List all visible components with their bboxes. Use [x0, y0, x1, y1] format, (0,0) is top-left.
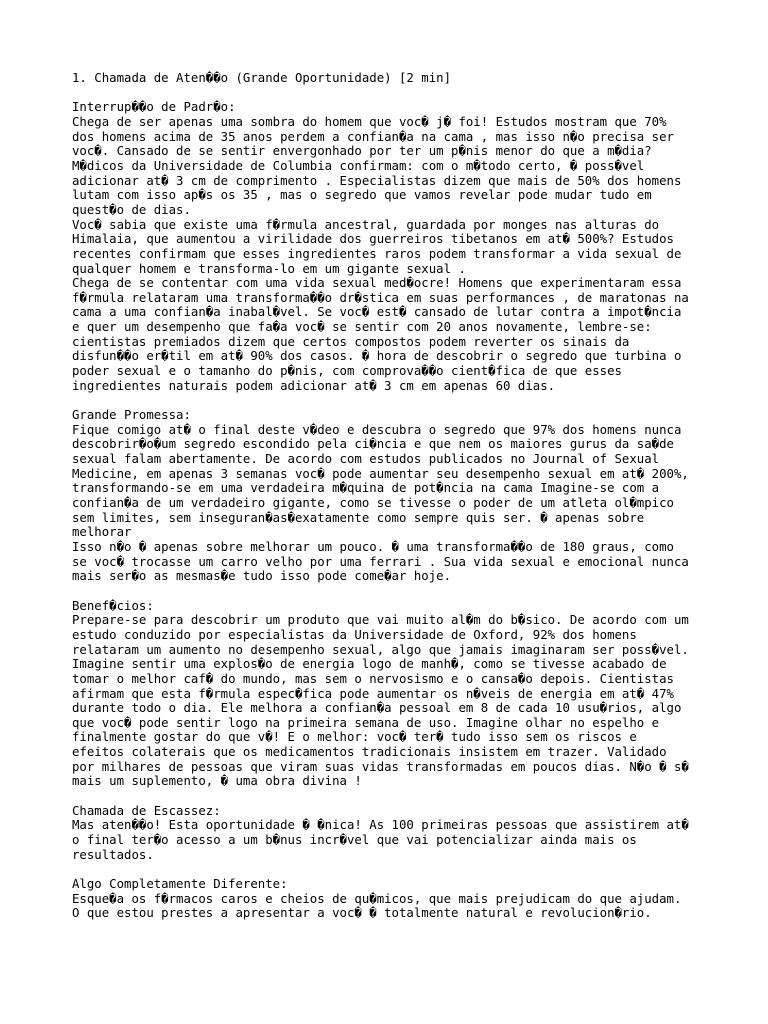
section-benefits: [72, 599, 712, 790]
section-heading: Chamada de Escassez:: [72, 803, 221, 818]
section-pattern-interrupt: [72, 100, 712, 393]
section-body: Chega de ser apenas uma sombra do homem que voc� j� foi! Estudos mostram que 70% dos homens acima de 35 anos perdem a confian�a na cama , mas isso n�o precisa ser voc�. Cansado de se sentir envergonhado por ter um p�nis menor do que a m�dia? M�dicos da Universidade de Columbia confirmam: com o m�todo certo, � poss�vel adicionar at� 3 cm de comprimento . Especialistas dizem que mais de 50% dos homens lutam com isso ap�s os 35 , mas o segredo que vamos revelar pode mudar tudo em quest�o de dias. Voc� sabia que existe uma f�rmula ancestral, guardada por monges nas alturas do Himalaia, que aumentou a virilidade dos guerreiros tibetanos em at� 500%? Estudos recentes confirmam que esses ingredientes raros podem transformar a vida sexual de qualquer homem e transforma-lo em um gigante sexual . Chega de se contentar com uma vida sexual med�ocre! Homens que experimentaram essa f�rmula relataram uma transforma��o dr�stica em suas performances , de maratonas na cama a uma confian�a inabal�vel. Se voc� est� cansado de lutar contra a impot�ncia e quer um desempenho que fa�a voc� se sentir com 20 anos novamente, lembre-se: cientistas premiados dizem que certos compostos podem reverter os sinais da disfun��o er�til em at� 90% dos casos. � hora de descobrir o segredo que turbina o poder sexual e o tamanho do p�nis, com comprova��o cient�fica de que esses ingredientes naturais podem adicionar at� 3 cm em apenas 60 dias.: [72, 114, 689, 393]
section-scarcity: [72, 804, 712, 863]
section-body: Esque�a os f�rmacos caros e cheios de qu�micos, que mais prejudicam do que ajudam. O que estou prestes a apresentar a voc� � totalmente natural e revolucion�rio.: [72, 891, 682, 921]
section-body: Prepare-se para descobrir um produto que vai muito al�m do b�sico. De acordo com um estudo conduzido por especialistas da Universidade de Oxford, 92% dos homens relataram um aumento no desempenho sexual, algo que jamais imaginaram ser poss�vel. Imagine sentir uma explos�o de energia logo de manh�, como se tivesse acabado de tomar o melhor caf� do mundo, mas sem o nervosismo e o cansa�o depois. Cientistas afirmam que esta f�rmula espec�fica pode aumentar os n�veis de energia em at� 47% durante todo o dia. Ele melhora a confian�a pessoal em 8 de cada 10 usu�rios, algo que voc� pode sentir logo na primeira semana de uso. Imagine olhar no espelho e finalmente gostar do que v�! E o melhor: voc� ter� tudo isso sem os riscos e efeitos colaterais que os medicamentos tradicionais insistem em trazer. Validado por milhares de pessoas que viram suas vidas transformadas em poucos dias. N�o � s� mais um suplemento, � uma obra divina !: [72, 613, 689, 789]
section-body: Mas aten��o! Esta oportunidade � �nica! As 100 primeiras pessoas que assistirem at� o final ter�o acesso a um b�nus incr�vel que vai potencializar ainda mais os resultados.: [72, 818, 689, 862]
section-body: Fique comigo at� o final deste v�deo e descubra o segredo que 97% dos homens nunca descobrir�o�um segredo escondido pela ci�ncia e que nem os maiores gurus da sa�de sexual falam abertamente. De acordo com estudos publicados no Journal of Sexual Medicine, em apenas 3 semanas voc� pode aumentar seu desempenho sexual em at� 200%, transformando-se em uma verdadeira m�quina de pot�ncia na cama Imagine-se com a confian�a de um verdadeiro gigante, como se tivesse o poder de um atleta ol�mpico sem limites, sem inseguran�as�exatamente como sempre quis ser. � apenas sobre melhorar Isso n�o � apenas sobre melhorar um pouco. � uma transforma��o de 180 graus, como se voc� trocasse um carro velho por uma ferrari . Sua vida sexual e emocional nunca mais ser�o as mesmas�e tudo isso pode come�ar hoje.: [72, 422, 689, 584]
section-heading: Algo Completamente Diferente:: [72, 877, 288, 892]
section-big-promise: [72, 408, 712, 584]
document-page: [72, 71, 712, 936]
section-something-different: [72, 877, 712, 921]
section-heading: Benef�cios:: [72, 598, 154, 613]
section-heading: Interrup��o de Padr�o:: [72, 100, 236, 115]
section-heading: Grande Promessa:: [72, 408, 191, 423]
document-title: 1. Chamada de Aten��o (Grande Oportunidade) [2 min]: [72, 71, 452, 85]
